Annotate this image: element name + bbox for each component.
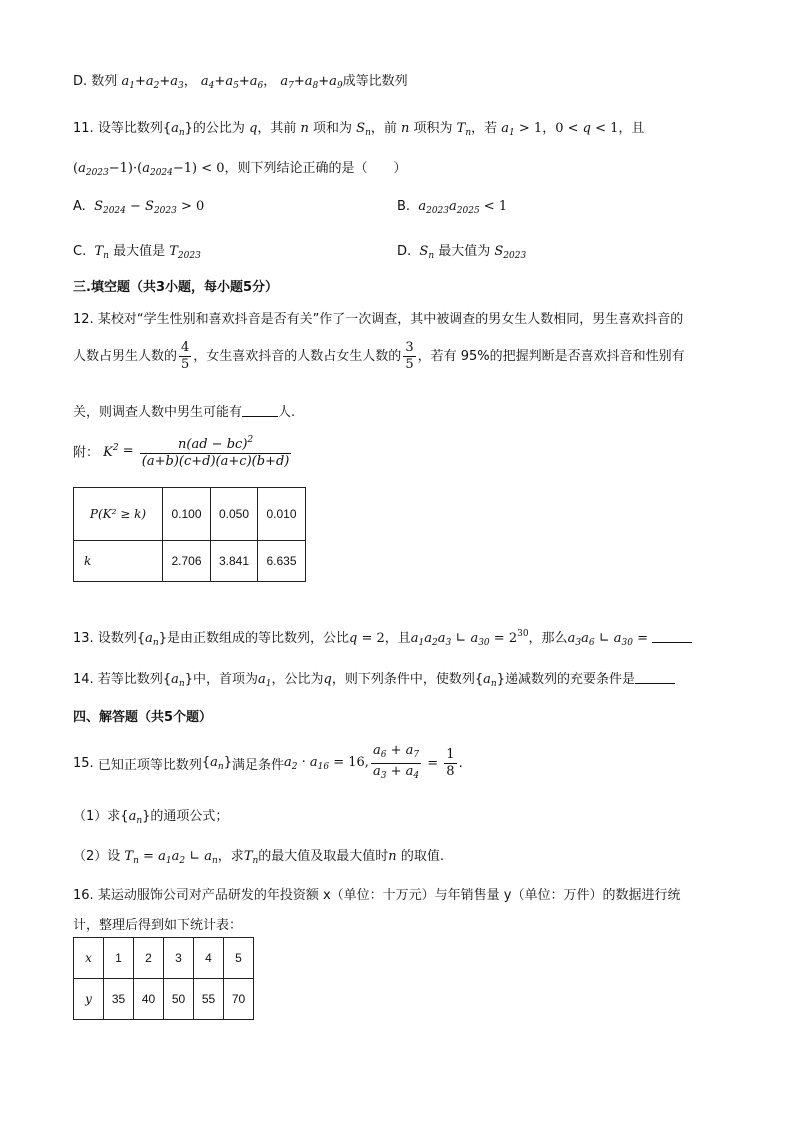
k-square-formula: 附： $K^2$ = $\frac{n(ad - bc)^2}{(a+b)(c+d)(a+c)(b+d)}$	[73, 432, 293, 470]
k-table-k-label: k	[74, 541, 163, 582]
q16-line1: 16. 某运动服饰公司对产品研发的年投资额 x（单位：十万元）与年销售量 y（单位：万件）的数据进行统	[73, 888, 681, 903]
q16-line2: 计，整理后得到如下统计表：	[73, 918, 243, 933]
q11-option-d: D. $S_n$ 最大值为 $S_{2023}$	[397, 244, 527, 261]
xy-table-cell: 2	[134, 938, 164, 979]
q11-option-a: A. $S_{2024} - S_{2023} > 0$	[73, 199, 205, 216]
k-table-cell: 0.050	[211, 488, 258, 541]
section-4-title: 四、解答题（共5个题）	[73, 710, 213, 725]
answer-blank[interactable]	[652, 630, 692, 643]
xy-table-cell: 40	[134, 979, 164, 1020]
q13-stem: 13. 设数列$\{a_n\}$是由正数组成的等比数列，公比q = 2，且$a_1a_2a_3$ ∟ $a_{30} = 2^{30}$，那么$a_3a_6$ ∟ $a_{30}$ =	[73, 627, 692, 648]
xy-table-cell: 50	[164, 979, 194, 1020]
q10-option-d: D. 数列 $a_1+a_2+a_3$， $a_4+a_5+a_6$， $a_7+a_8+a_9$成等比数列	[73, 74, 408, 91]
xy-table-cell: 1	[104, 938, 134, 979]
fraction-4-5: $\frac{4}{5}$	[181, 340, 190, 372]
k-table-cell: 2.706	[163, 541, 211, 582]
q11-option-c: C. $T_n$ 最大值是 $T_{2023}$	[73, 244, 201, 261]
k-table-cell: 0.100	[163, 488, 211, 541]
q11-stem-line1: 11. 设等比数列$\{a_n\}$的公比为 q，其前 n 项和为 $S_n$，前 n 项积为 $T_n$，若 $a_1 > 1$，0 < q < 1，且	[73, 121, 645, 138]
answer-blank[interactable]	[635, 671, 675, 684]
k-table-cell: 0.010	[258, 488, 306, 541]
xy-table-cell: 35	[104, 979, 134, 1020]
xy-table-cell: 55	[194, 979, 224, 1020]
fraction-3-5: $\frac{3}{5}$	[405, 340, 414, 372]
k-critical-table	[73, 487, 306, 582]
xy-data-table	[73, 937, 254, 1020]
xy-table-cell: 70	[224, 979, 254, 1020]
k-table-cell: 3.841	[211, 541, 258, 582]
q15-part2: （2）设 $T_n = a_1a_2$ ∟ $a_n$，求$T_n$的最大值及取最大值时n 的取值.	[73, 849, 444, 866]
q11-option-b: B. $a_{2023}a_{2025} < 1$	[397, 199, 508, 216]
q15-part1: （1）求$\{a_n\}$的通项公式；	[73, 809, 229, 826]
section-3-title: 三.填空题（共3小题，每小题5分）	[73, 280, 279, 295]
xy-table-cell: 4	[194, 938, 224, 979]
xy-table-y-label: y	[74, 979, 104, 1020]
xy-table-x-label: x	[74, 938, 104, 979]
q11-stem-line2: $(a_{2023}-1)\cdot(a_{2024}-1) < 0$，则下列结论正确的是（ ）	[73, 161, 407, 178]
q14-stem: 14. 若等比数列$\{a_n\}$中，首项为$a_1$，公比为q，则下列条件中，使数列$\{a_n\}$递减数列的充要条件是	[73, 668, 675, 689]
xy-table-cell: 5	[224, 938, 254, 979]
q12-line3: 关，则调查人数中男生可能有 人.	[73, 405, 296, 420]
q15-stem: 15. 已知正项等比数列$\{a_n\}$满足条件$a_2 \cdot a_{16} = 16$, $\frac{a_6 + a_7}{a_3 + a_4}$ = $\frac{1}{8}$ .	[73, 743, 463, 781]
k-table-cell: 6.635	[258, 541, 306, 582]
xy-table-cell: 3	[164, 938, 194, 979]
q12-line1: 12. 某校对“学生性别和喜欢抖音是否有关”作了一次调查，其中被调查的男女生人数相同，男生喜欢抖音的	[73, 312, 684, 327]
answer-blank[interactable]	[242, 404, 278, 417]
k-table-p-label: P(K² ≥ k)	[74, 488, 163, 541]
q12-line2: 人数占男生人数的 $\frac{4}{5}$ ，女生喜欢抖音的人数占女生人数的 $\frac{3}{5}$ ，若有 95%的把握判断是否喜欢抖音和性别有	[73, 340, 685, 372]
